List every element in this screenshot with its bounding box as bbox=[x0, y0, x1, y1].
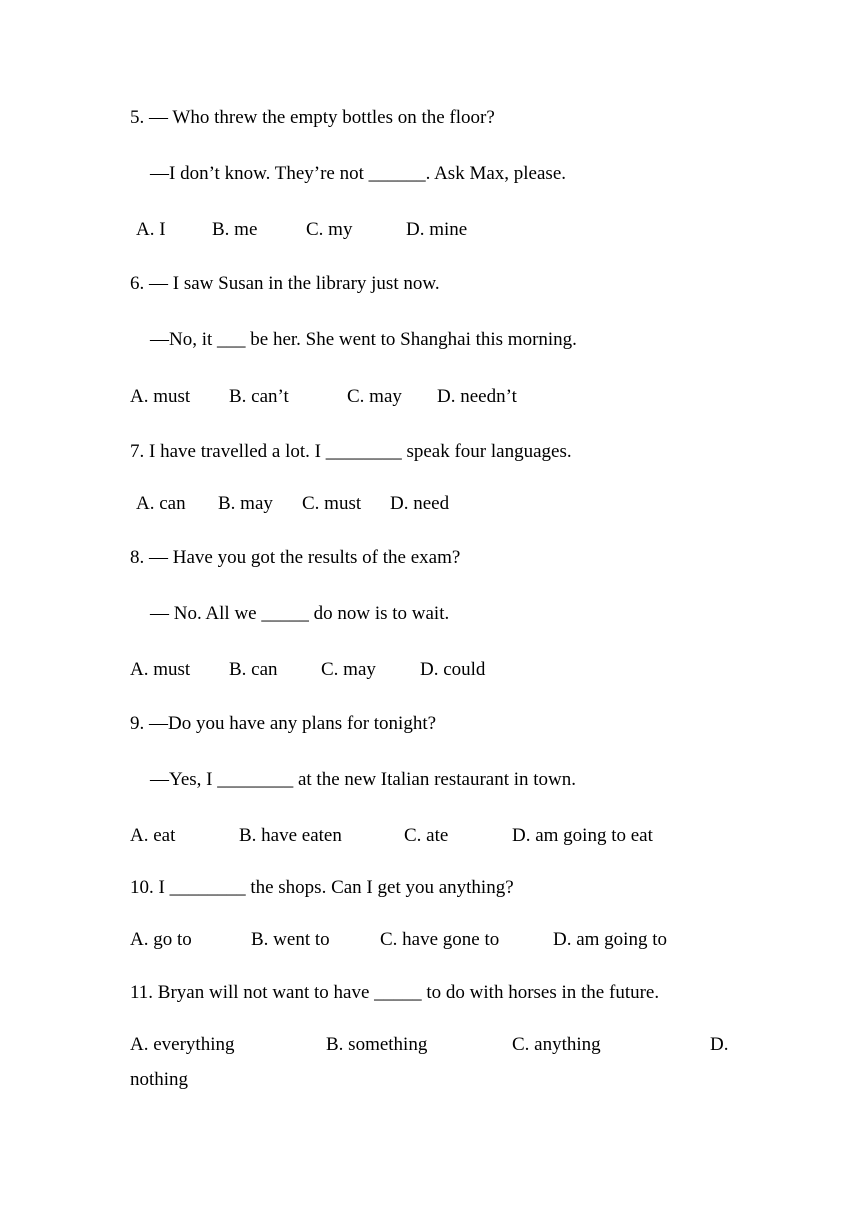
question-11-option-d: D. bbox=[710, 1034, 729, 1055]
question-7-stem: 7. I have travelled a lot. I ________ speak four languages. bbox=[130, 441, 572, 462]
question-8-option-b: B. can bbox=[229, 659, 278, 680]
question-7-option-c: C. must bbox=[302, 493, 362, 514]
question-5-option-b: B. me bbox=[212, 219, 258, 240]
question-8-option-d: D. could bbox=[420, 659, 486, 680]
question-5-option-a: A. I bbox=[136, 219, 166, 240]
question-8-option-a: A. must bbox=[130, 659, 191, 680]
question-11-option-b: B. something bbox=[326, 1034, 428, 1055]
question-8-stem: 8. — Have you got the results of the exam? bbox=[130, 547, 461, 568]
question-8-option-c: C. may bbox=[321, 659, 376, 680]
question-7-option-a: A. can bbox=[136, 493, 186, 514]
question-8-reply: — No. All we _____ do now is to wait. bbox=[150, 603, 450, 624]
question-9-reply: —Yes, I ________ at the new Italian restaurant in town. bbox=[150, 769, 577, 790]
question-7-option-d: D. need bbox=[390, 493, 450, 514]
question-10-option-a: A. go to bbox=[130, 929, 192, 950]
question-5-option-d: D. mine bbox=[406, 219, 468, 240]
question-5-reply: —I don’t know. They’re not ______. Ask Max, please. bbox=[150, 163, 567, 184]
question-9-stem: 9. —Do you have any plans for tonight? bbox=[130, 713, 437, 734]
question-9-option-c: C. ate bbox=[404, 825, 449, 846]
question-9-option-a: A. eat bbox=[130, 825, 176, 846]
question-11-option-c: C. anything bbox=[512, 1034, 601, 1055]
question-6-option-d: D. needn’t bbox=[437, 386, 517, 407]
question-6-option-c: C. may bbox=[347, 386, 402, 407]
question-5-stem: 5. — Who threw the empty bottles on the floor? bbox=[130, 107, 495, 128]
question-6-option-b: B. can’t bbox=[229, 386, 289, 407]
question-6-reply: —No, it ___ be her. She went to Shanghai this morning. bbox=[150, 329, 577, 350]
question-6-option-a: A. must bbox=[130, 386, 191, 407]
question-9-option-d: D. am going to eat bbox=[512, 825, 653, 846]
question-5-option-c: C. my bbox=[306, 219, 353, 240]
question-10-option-d: D. am going to bbox=[553, 929, 667, 950]
question-10-stem: 10. I ________ the shops. Can I get you anything? bbox=[130, 877, 514, 898]
question-9-option-b: B. have eaten bbox=[239, 825, 342, 846]
question-7-option-b: B. may bbox=[218, 493, 273, 514]
question-10-option-c: C. have gone to bbox=[380, 929, 500, 950]
question-11-option-a: A. everything bbox=[130, 1034, 235, 1055]
question-11-option-d-wrap: nothing bbox=[130, 1069, 189, 1090]
question-6-stem: 6. — I saw Susan in the library just now. bbox=[130, 273, 440, 294]
question-10-option-b: B. went to bbox=[251, 929, 330, 950]
question-11-stem: 11. Bryan will not want to have _____ to do with horses in the future. bbox=[130, 982, 660, 1003]
